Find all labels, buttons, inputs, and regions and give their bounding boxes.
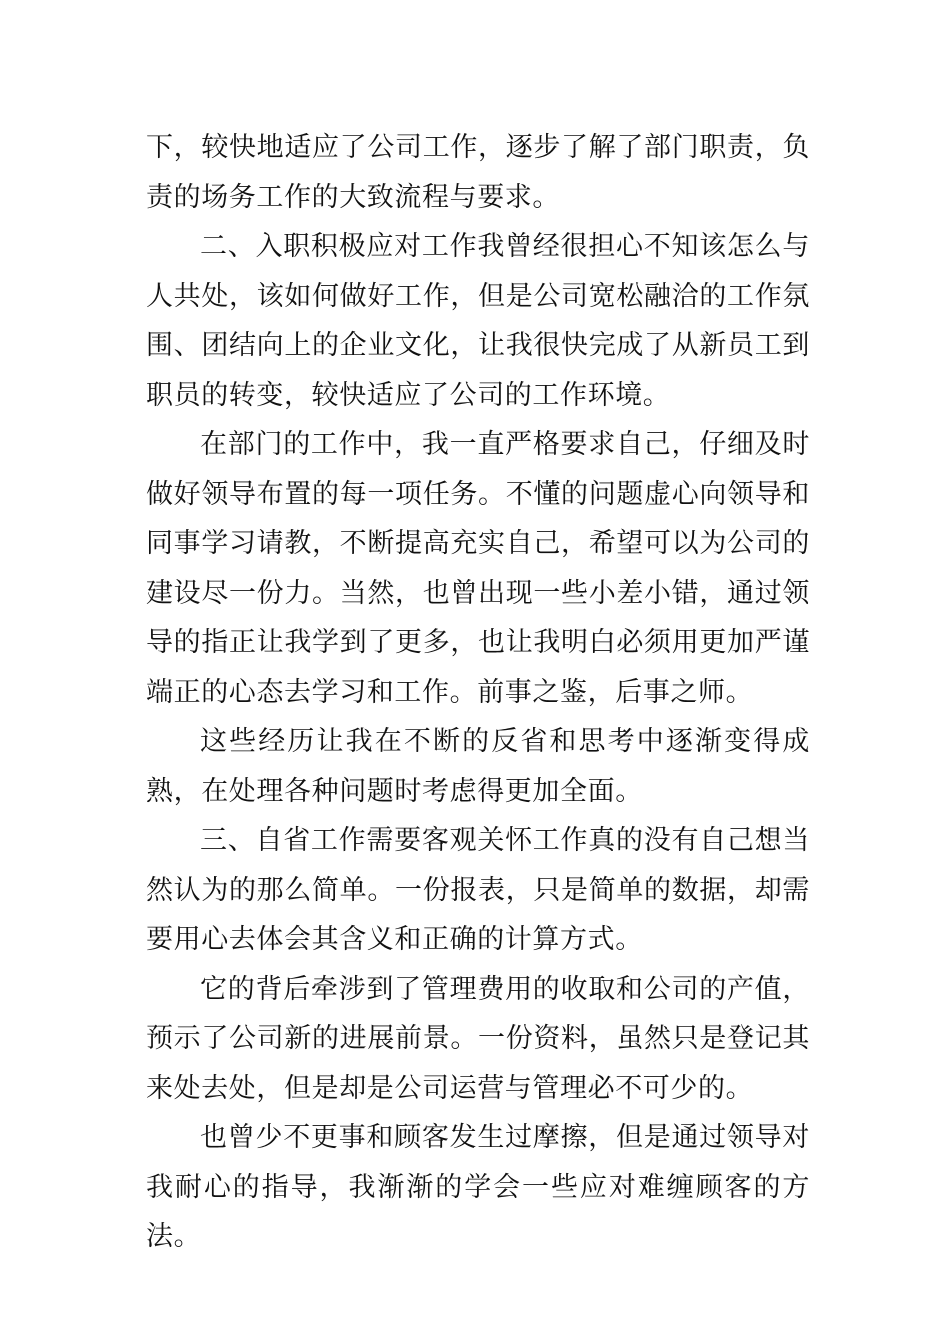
paragraph-3: 在部门的工作中，我一直严格要求自己，仔细及时做好领导布置的每一项任务。不懂的问题虚心向领导和同事学习请教，不断提高充实自己，希望可以为公司的建设尽一份力。当然，也曾出现一些小差小错，通过领导的指正让我学到了更多，也让我明白必须用更加严谨端正的心态去学习和工作。前事之鉴，后事之师。 [146,429,810,708]
body-text [146,123,810,1262]
paragraph-4: 这些经历让我在不断的反省和思考中逐渐变得成熟，在处理各种问题时考虑得更加全面。 [146,726,810,807]
paragraph-5: 三、自省工作需要客观关怀工作真的没有自己想当然认为的那么简单。一份报表，只是简单的数据，却需要用心去体会其含义和正确的计算方式。 [146,825,810,955]
paragraph-2: 二、入职积极应对工作我曾经很担心不知该怎么与人共处，该如何做好工作，但是公司宽松融洽的工作氛围、团结向上的企业文化，让我很快完成了从新员工到职员的转变，较快适应了公司的工作环境。 [146,231,810,411]
paragraph-6: 它的背后牵涉到了管理费用的收取和公司的产值，预示了公司新的进展前景。一份资料，虽然只是登记其来处去处，但是却是公司运营与管理必不可少的。 [146,973,810,1104]
paragraph-7: 也曾少不更事和顾客发生过摩擦，但是通过领导对我耐心的指导，我渐渐的学会一些应对难缠顾客的方法。 [146,1122,810,1252]
paragraph-1: 下，较快地适应了公司工作，逐步了解了部门职责，负责的场务工作的大致流程与要求。 [146,132,810,213]
